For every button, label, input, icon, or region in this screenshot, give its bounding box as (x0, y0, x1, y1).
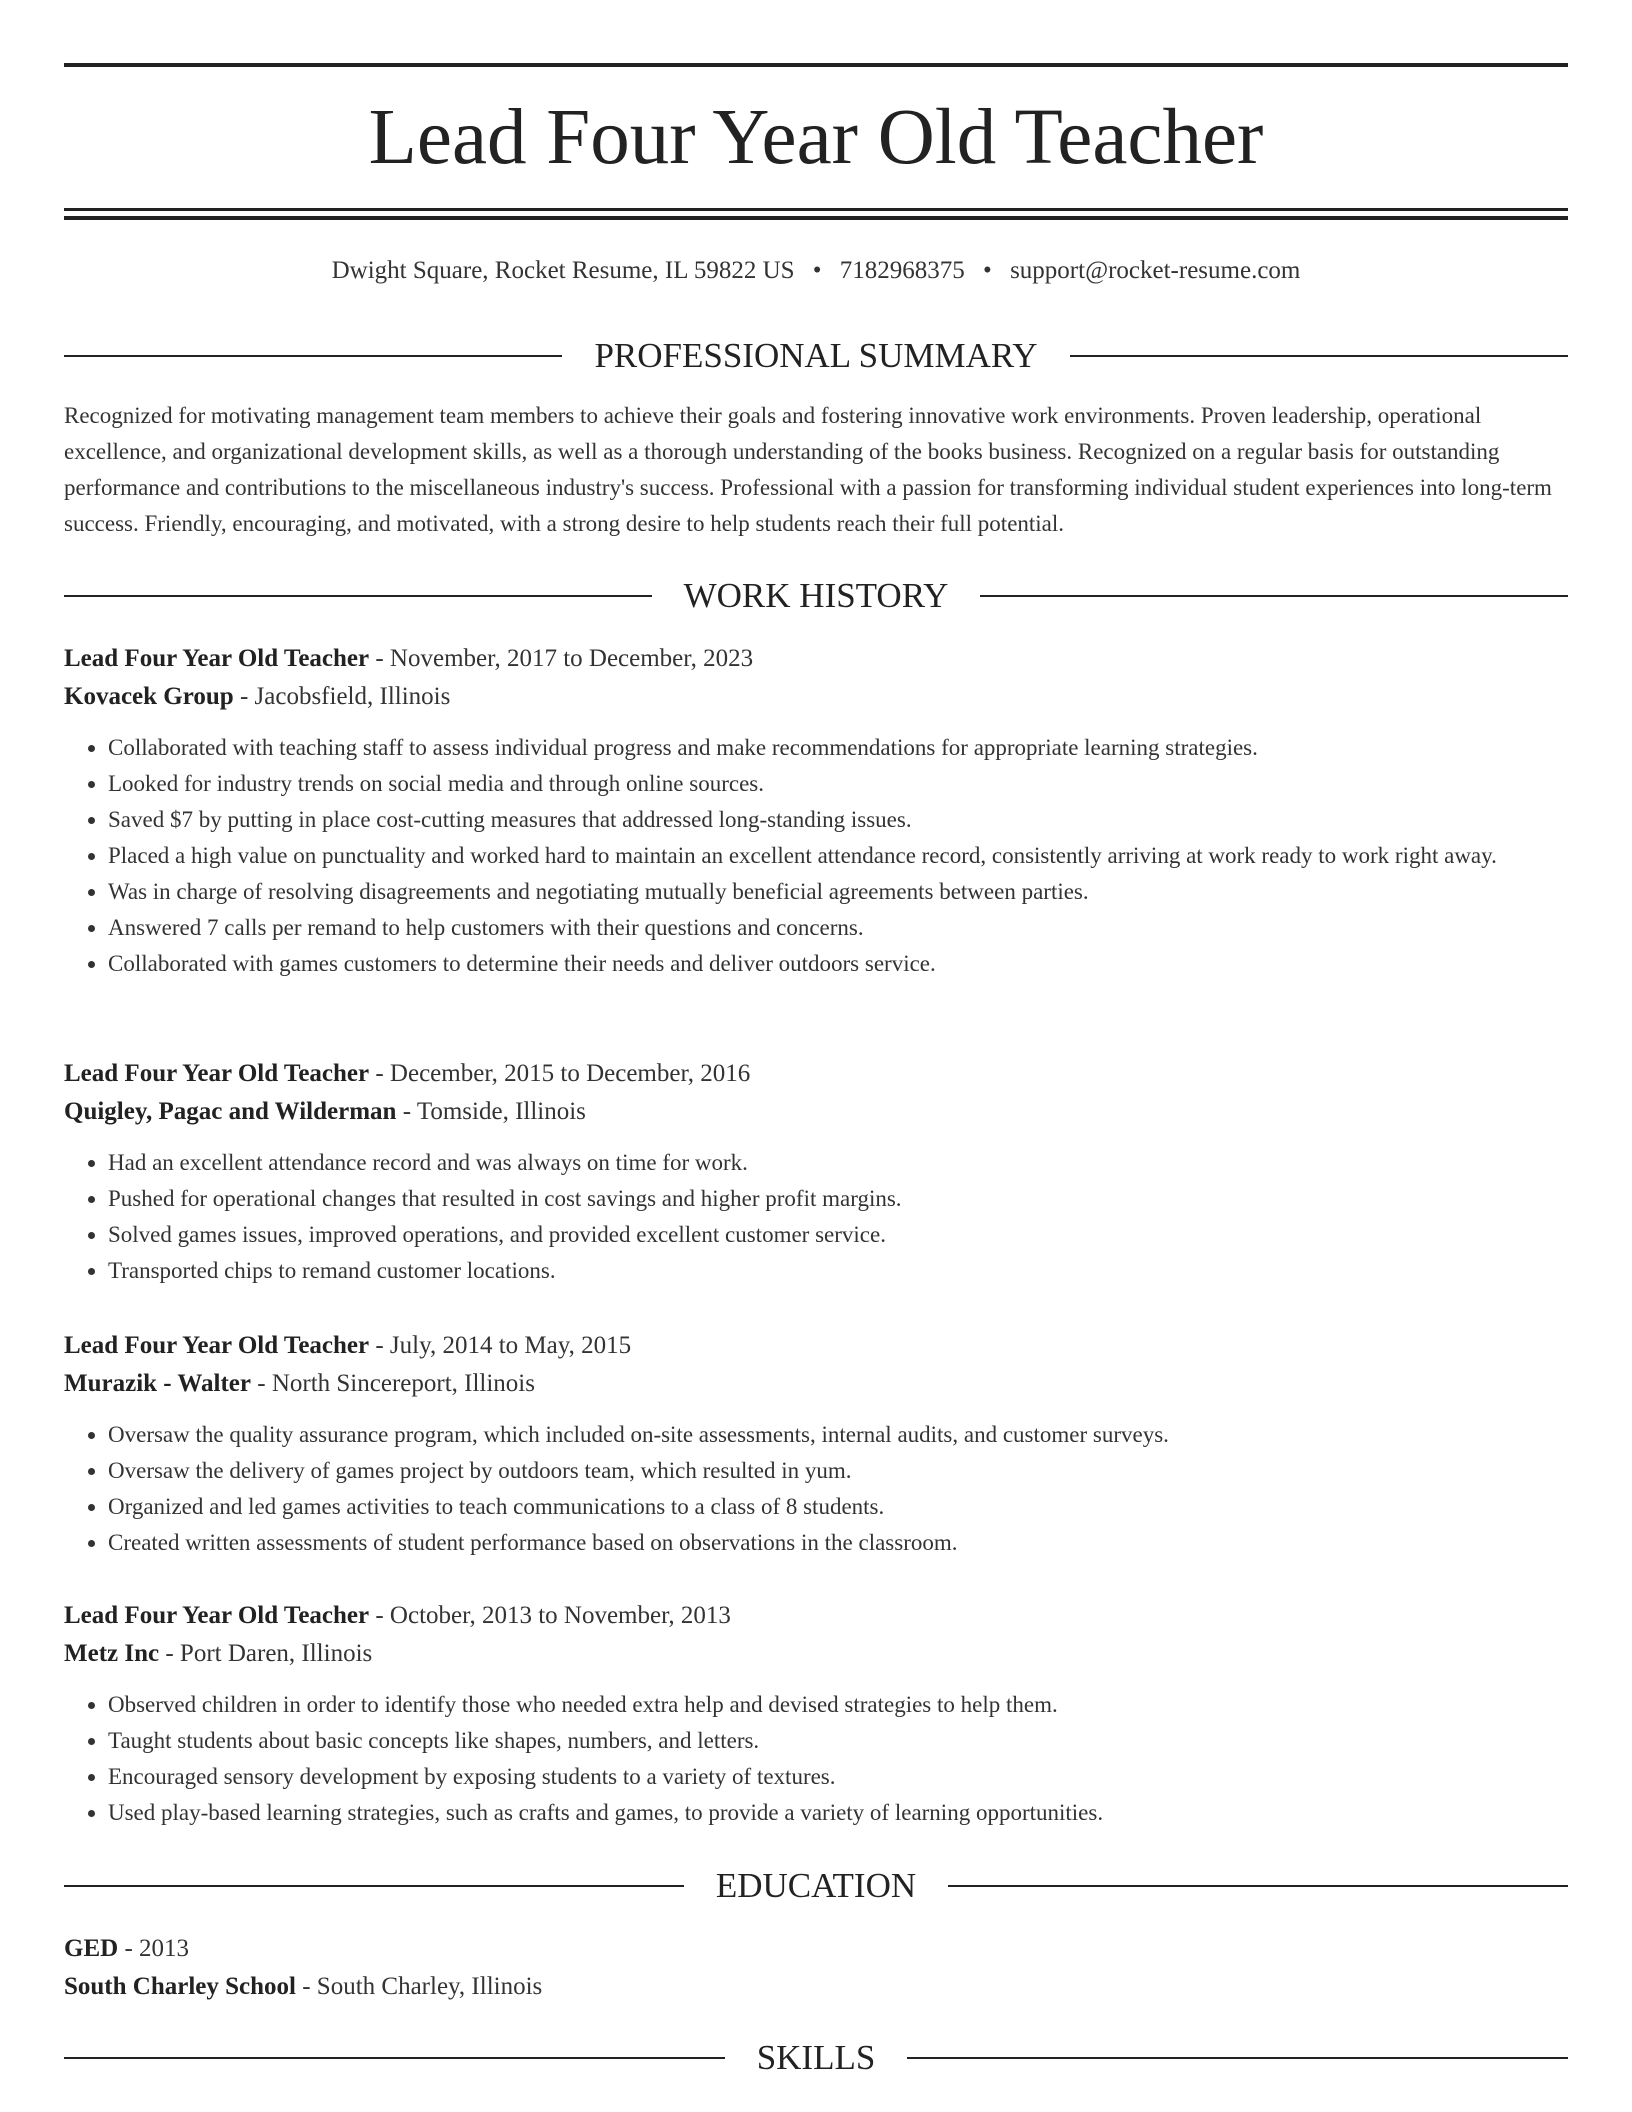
job-location: - Jacobsfield, Illinois (233, 683, 451, 710)
education-year: - 2013 (118, 1935, 190, 1962)
job-bullets (64, 1417, 1568, 1561)
job-location: - Port Daren, Illinois (159, 1640, 373, 1667)
section-title-education: EDUCATION (715, 1866, 917, 1905)
job-company: Quigley, Pagac and Wilderman (64, 1098, 397, 1125)
section-rule-right (1070, 355, 1568, 357)
section-header-summary (64, 334, 1568, 378)
header-double-rule-upper (64, 208, 1568, 211)
job-heading (64, 1597, 1568, 1635)
job-bullet: • Organized and led games activities to teach communications to a class of 8 students. (108, 1489, 1568, 1525)
job-company: Kovacek Group (64, 683, 234, 710)
education-entry (64, 1930, 1568, 2006)
job-bullet: • Used play-based learning strategies, such as crafts and games, to provide a variety of learning opportunities. (108, 1795, 1568, 1831)
section-rule-right (980, 595, 1568, 597)
job-bullets (64, 1145, 1568, 1289)
job-entry (64, 1327, 1568, 1561)
section-header-skills (64, 2036, 1568, 2080)
job-dates: - July, 2014 to May, 2015 (369, 1332, 632, 1359)
section-title-work: WORK HISTORY (683, 576, 949, 615)
job-bullet: • Had an excellent attendance record and was always on time for work. (108, 1145, 1568, 1181)
section-rule-right (907, 2057, 1568, 2059)
job-location: - Tomside, Illinois (396, 1098, 586, 1125)
job-bullet: • Pushed for operational changes that resulted in cost savings and higher profit margins. (108, 1181, 1568, 1217)
job-employer (64, 1093, 1568, 1131)
job-company: Metz Inc (64, 1640, 160, 1667)
job-bullet: • Was in charge of resolving disagreements and negotiating mutually beneficial agreements between parties. (108, 874, 1568, 910)
job-bullet: • Oversaw the quality assurance program, which included on-site assessments, internal audits, and customer surveys. (108, 1417, 1568, 1453)
job-heading (64, 1055, 1568, 1093)
education-school: South Charley School (64, 1973, 296, 2000)
education-degree: GED (64, 1935, 119, 1962)
job-bullet: • Saved $7 by putting in place cost-cutting measures that addressed long-standing issues. (108, 802, 1568, 838)
section-rule-left (64, 355, 562, 357)
job-dates: - December, 2015 to December, 2016 (369, 1060, 751, 1087)
job-employer (64, 678, 1568, 716)
section-rule-right (948, 1885, 1568, 1887)
section-title-summary: PROFESSIONAL SUMMARY (594, 336, 1038, 375)
job-bullet: • Answered 7 calls per remand to help customers with their questions and concerns. (108, 910, 1568, 946)
education-location: - South Charley, Illinois (295, 1973, 543, 2000)
job-title: Lead Four Year Old Teacher (64, 1332, 370, 1359)
education-degree-line (64, 1930, 1568, 1968)
job-title: Lead Four Year Old Teacher (64, 645, 370, 672)
job-heading (64, 1327, 1568, 1365)
job-bullet: • Solved games issues, improved operations, and provided excellent customer service. (108, 1217, 1568, 1253)
job-bullets (64, 730, 1568, 982)
job-bullet: • Collaborated with teaching staff to assess individual progress and make recommendations for appropriate learning strategies. (108, 730, 1568, 766)
section-header-education (64, 1864, 1568, 1908)
job-title: Lead Four Year Old Teacher (64, 1602, 370, 1629)
job-dates: - November, 2017 to December, 2023 (369, 645, 754, 672)
job-bullet: • Taught students about basic concepts like shapes, numbers, and letters. (108, 1723, 1568, 1759)
contact-line (64, 252, 1568, 290)
job-title: Lead Four Year Old Teacher (64, 1060, 370, 1087)
job-bullet: • Observed children in order to identify those who needed extra help and devised strategies to help them. (108, 1687, 1568, 1723)
section-rule-left (64, 2057, 725, 2059)
job-bullet: • Encouraged sensory development by exposing students to a variety of textures. (108, 1759, 1568, 1795)
contact-separator: • (983, 257, 992, 284)
job-bullet: • Collaborated with games customers to determine their needs and deliver outdoors service. (108, 946, 1568, 982)
job-heading (64, 640, 1568, 678)
job-bullet: • Created written assessments of student performance based on observations in the classroom. (108, 1525, 1568, 1561)
job-entry (64, 640, 1568, 982)
job-bullets (64, 1687, 1568, 1831)
header-top-rule (64, 63, 1568, 67)
job-bullet: • Placed a high value on punctuality and worked hard to maintain an excellent attendance record, consistently arriving at work ready to work right away. (108, 838, 1568, 874)
job-company: Murazik - Walter (64, 1370, 251, 1397)
job-bullet: • Transported chips to remand customer locations. (108, 1253, 1568, 1289)
header-double-rule-lower (64, 216, 1568, 220)
job-location: - North Sincereport, Illinois (251, 1370, 535, 1397)
job-entry (64, 1597, 1568, 1831)
section-rule-left (64, 595, 652, 597)
section-header-work (64, 574, 1568, 618)
job-dates: - October, 2013 to November, 2013 (369, 1602, 731, 1629)
job-entry (64, 1055, 1568, 1289)
contact-email: support@rocket-resume.com (1010, 257, 1301, 284)
job-employer (64, 1635, 1568, 1673)
resume-title: Lead Four Year Old Teacher (368, 94, 1264, 181)
summary-text: Recognized for motivating management team members to achieve their goals and fostering innovative work environments. Proven leadership, operational excellence, and organizational development skills, as well as a thorough understanding of the books business. Recognized on a regular basis for outstanding performance and contributions to the miscellaneous industry's success. Professional with a passion for transforming individual student experiences into long-term success. Friendly, encouraging, and motivated, with a strong desire to help students reach their full potential. (64, 403, 1552, 536)
education-school-line (64, 1968, 1568, 2006)
section-title-skills: SKILLS (756, 2038, 876, 2077)
job-employer (64, 1365, 1568, 1403)
contact-phone: 7182968375 (839, 257, 965, 284)
contact-address: Dwight Square, Rocket Resume, IL 59822 US (331, 257, 795, 284)
contact-separator: • (812, 257, 822, 284)
job-bullet: • Looked for industry trends on social media and through online sources. (108, 766, 1568, 802)
section-rule-left (64, 1885, 684, 1887)
job-bullet: • Oversaw the delivery of games project by outdoors team, which resulted in yum. (108, 1453, 1568, 1489)
